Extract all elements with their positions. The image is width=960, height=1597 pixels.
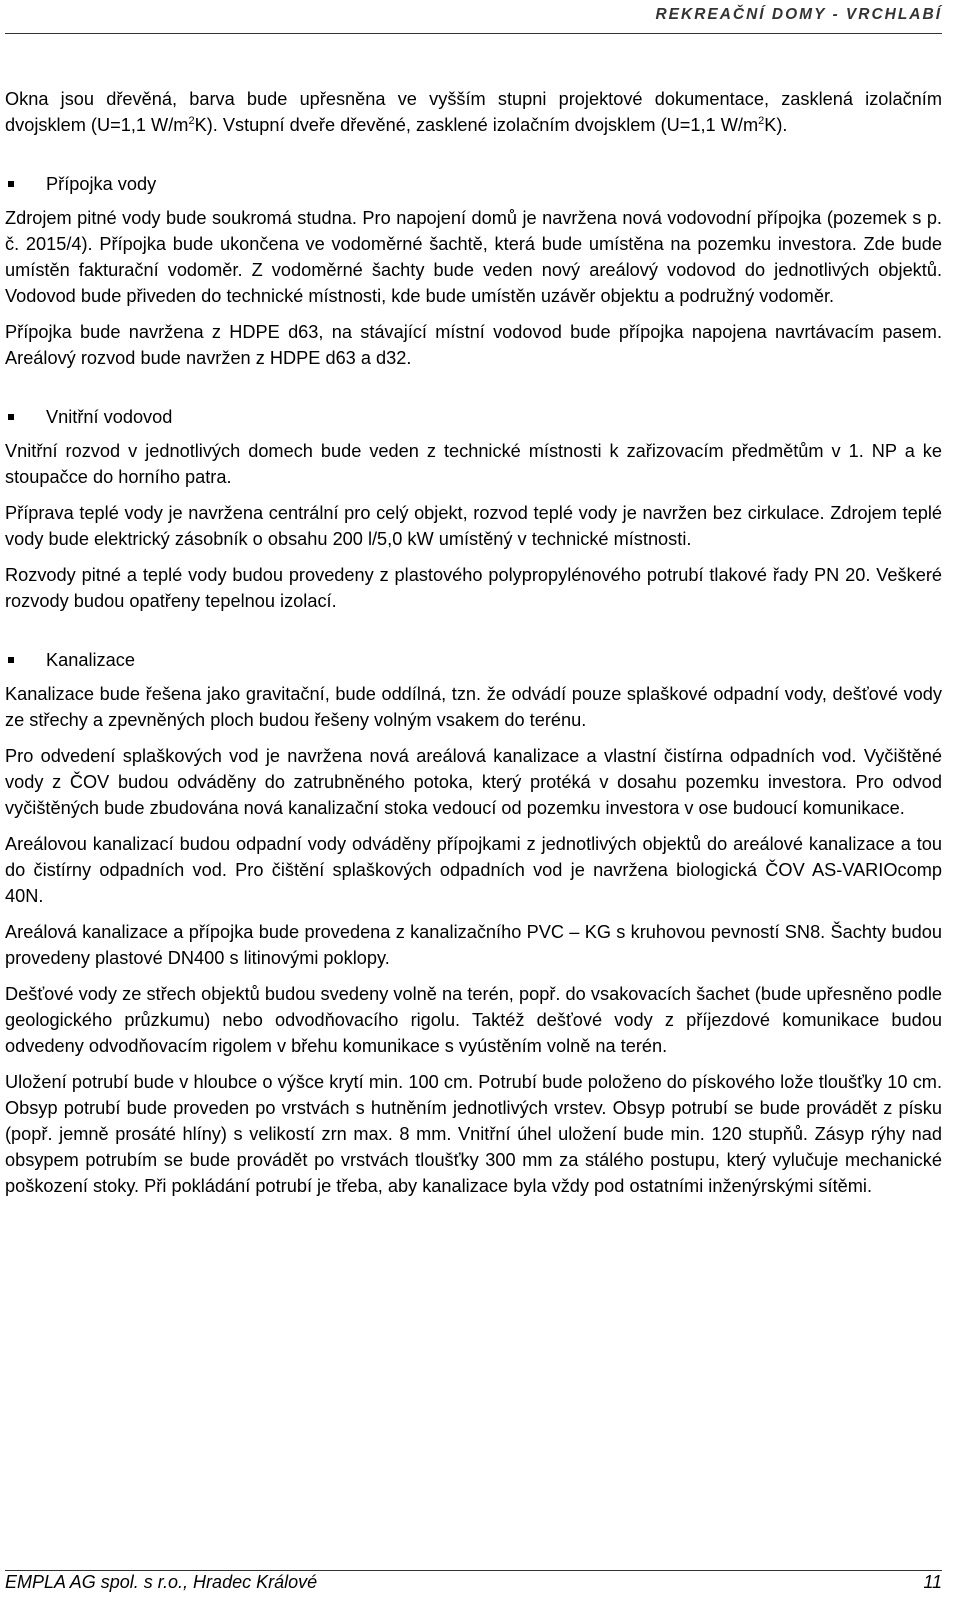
section-heading-text: Vnitřní vodovod: [46, 407, 173, 427]
section-heading-text: Přípojka vody: [46, 174, 157, 194]
bullet-square-icon: [8, 181, 14, 187]
superscript-2: 2: [758, 114, 765, 127]
page-header-title: REKREAČNÍ DOMY - VRCHLABÍ: [655, 6, 942, 23]
intro-text-2: K). Vstupní dveře dřevěné, zasklené izolačním dvojsklem (U=1,1 W/m: [194, 115, 759, 135]
paragraph: Pro odvedení splaškových vod je navržena nová areálová kanalizace a vlastní čistírna odpadních vod. Vyčištěné vody z ČOV budou odváděny do zatrubněného potoka, který protéká v dosahu pozemku investora. Pro odvod vyčištěných bude zbudována nová kanalizační stoka vedoucí od pozemku investora v ose budoucí komunikace.: [5, 746, 942, 818]
footer-divider: [5, 1570, 942, 1571]
paragraph: Uložení potrubí bude v hloubce o výšce krytí min. 100 cm. Potrubí bude položeno do pískového lože tloušťky 10 cm. Obsyp potrubí bude proveden po vrstvách s hutněním jednotlivých vrstev. Obsyp potrubí se bude provádět z písku (popř. jemně prosáté hlíny) s velikostí zrn max. 8 mm. Vnitřní úhel uložení bude min. 120 stupňů. Zásyp rýhy nad obsypem potrubím se bude provádět po vrstvách tloušťky 300 mm za stálého postupu, který vylučuje mechanické poškození stoky. Při pokládání potrubí je třeba, aby kanalizace byla vždy pod ostatními inženýrskými sítěmi.: [5, 1072, 942, 1196]
paragraph: Kanalizace bude řešena jako gravitační, bude oddílná, tzn. že odvádí pouze splaškové odpadní vody, dešťové vody ze střechy a zpevněných ploch budou řešeny volným vsakem do terénu.: [5, 684, 942, 730]
paragraph: Přípojka bude navržena z HDPE d63, na stávající místní vodovod bude přípojka napojena navrtávacím pasem. Areálový rozvod bude navržen z HDPE d63 a d32.: [5, 322, 942, 368]
intro-text-1: Okna jsou dřevěná, barva bude upřesněna ve vyšším stupni projektové dokumentace, zasklená izolačním dvojsklem (U=1,1 W/m: [5, 89, 942, 135]
paragraph: Vnitřní rozvod v jednotlivých domech bude veden z technické místnosti k zařizovacím předmětům v 1. NP a ke stoupačce do horního patra.: [5, 441, 942, 487]
page-number: 11: [923, 1572, 942, 1592]
header-divider: [5, 33, 942, 34]
paragraph: Rozvody pitné a teplé vody budou provedeny z plastového polypropylénového potrubí tlakové řady PN 20. Veškeré rozvody budou opatřeny tepelnou izolací.: [5, 565, 942, 611]
paragraph: Areálovou kanalizací budou odpadní vody odváděny přípojkami z jednotlivých objektů do areálové kanalizace a tou do čistírny odpadních vod. Pro čištění splaškových odpadních vod je navržena biologická ČOV AS-VARIOcomp 40N.: [5, 834, 942, 906]
intro-paragraph: [5, 86, 942, 138]
intro-text-3: K).: [764, 115, 788, 135]
paragraph: Zdrojem pitné vody bude soukromá studna. Pro napojení domů je navržena nová vodovodní přípojka (pozemek s p. č. 2015/4). Přípojka bude ukončena ve vodoměrné šachtě, která bude umístěna na pozemku investora. Zde bude umístěn fakturační vodoměr. Z vodoměrné šachty bude veden nový areálový vodovod do jednotlivých objektů. Vodovod bude přiveden do technické místnosti, kde bude umístěn uzávěr objektu a podružný vodoměr.: [5, 208, 942, 306]
section-heading-water-connection: [5, 171, 942, 197]
bullet-square-icon: [8, 414, 14, 420]
section-heading-internal-water: [5, 404, 942, 430]
paragraph: Areálová kanalizace a přípojka bude provedena z kanalizačního PVC – KG s kruhovou pevností SN8. Šachty budou provedeny plastové DN400 s litinovými poklopy.: [5, 922, 942, 968]
document-body: [5, 86, 942, 1209]
paragraph: Dešťové vody ze střech objektů budou svedeny volně na terén, popř. do vsakovacích šachet (bude upřesněno podle geologického průzkumu) nebo odvodňovacího rigolu. Taktéž dešťové vody z příjezdové komunikace budou odvedeny odvodňovacím rigolem v břehu komunikace s vyústěním volně na terén.: [5, 984, 942, 1056]
section-heading-sewerage: [5, 647, 942, 673]
paragraph: Příprava teplé vody je navržena centrální pro celý objekt, rozvod teplé vody je navržen bez cirkulace. Zdrojem teplé vody bude elektrický zásobník o obsahu 200 l/5,0 kW umístěný v technické místnosti.: [5, 503, 942, 549]
superscript-2: 2: [188, 114, 195, 127]
footer-company: EMPLA AG spol. s r.o., Hradec Králové: [5, 1572, 318, 1592]
bullet-square-icon: [8, 657, 14, 663]
section-heading-text: Kanalizace: [46, 650, 135, 670]
